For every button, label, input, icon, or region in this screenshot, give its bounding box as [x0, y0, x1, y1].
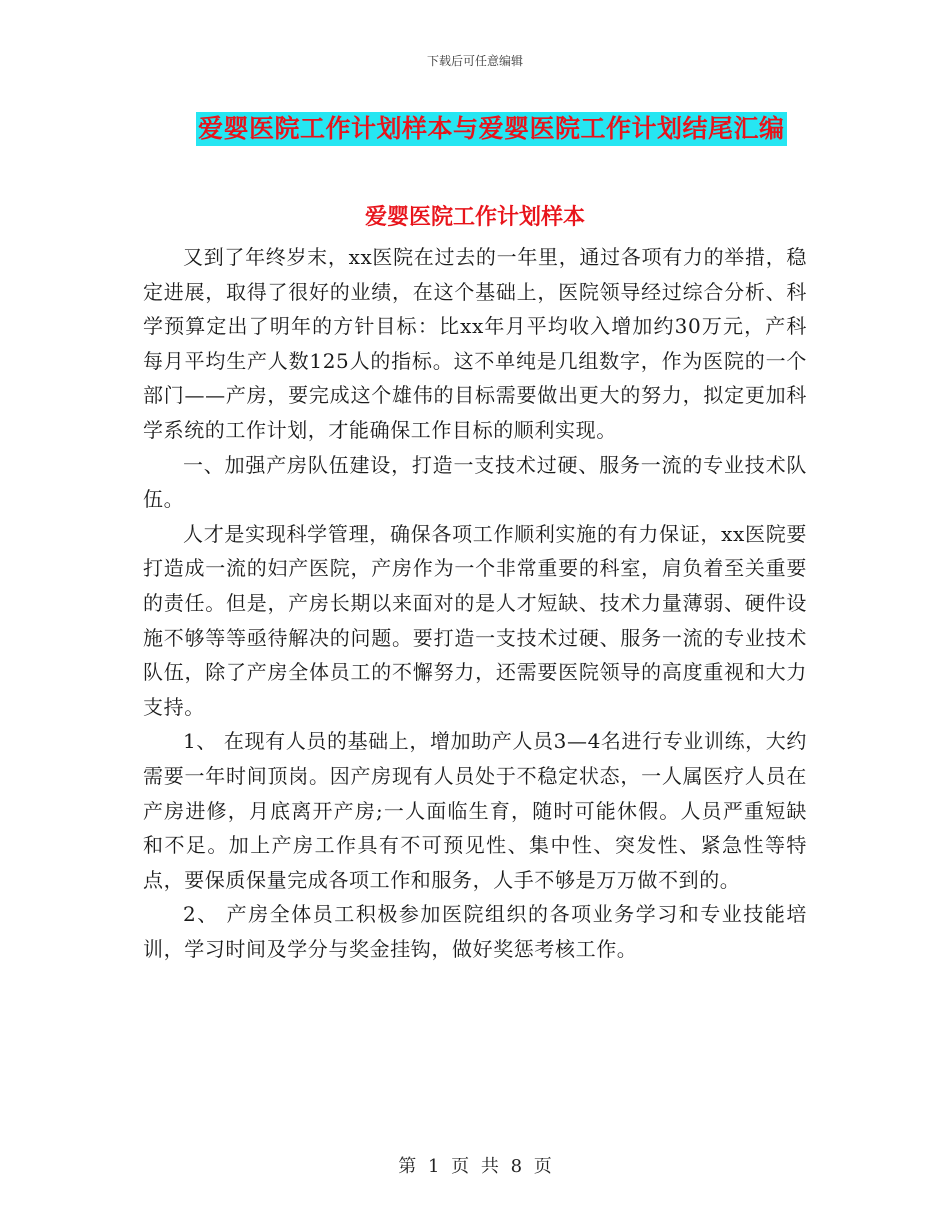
document-body: [143, 240, 807, 966]
paragraph-item-1: 1、 在现有人员的基础上，增加助产人员3—4名进行专业训练，大约需要一年时间顶岗。因产房现有人员处于不稳定状态，一人属医疗人员在产房进修，月底离开产房;一人面临生育，随时可能休假。人员严重短缺和不足。加上产房工作具有不可预见性、集中性、突发性、紧急性等特点，要保质保量完成各项工作和服务，人手不够是万万做不到的。: [143, 729, 807, 892]
page-number-footer: 第 1 页 共 8 页: [398, 1156, 552, 1177]
page-header-note: 下载后可任意编辑: [426, 54, 523, 68]
paragraph-item-2: 2、 产房全体员工积极参加医院组织的各项业务学习和专业技能培训，学习时间及学分与奖金挂钩，做好奖惩考核工作。: [143, 902, 807, 961]
document-main-title: 爱婴医院工作计划样本与爱婴医院工作计划结尾汇编: [196, 112, 787, 146]
paragraph-section-heading: 一、加强产房队伍建设，打造一支技术过硬、服务一流的专业技术队伍。: [143, 452, 807, 512]
paragraph-talent: 人才是实现科学管理，确保各项工作顺利实施的有力保证，xx医院要打造成一流的妇产医院，产房作为一个非常重要的科室，肩负着至关重要的责任。但是，产房长期以来面对的是人才短缺、技术力量薄弱、硬件设施不够等等亟待解决的问题。要打造一支技术过硬、服务一流的专业技术队伍，除了产房全体员工的不懈努力，还需要医院领导的高度重视和大力支持。: [143, 521, 807, 719]
paragraph-intro: 又到了年终岁末，xx医院在过去的一年里，通过各项有力的举措，稳定进展，取得了很好的业绩，在这个基础上，医院领导经过综合分析、科学预算定出了明年的方针目标：比xx年月平均收入增加约30万元，产科每月平均生产人数125人的指标。这不单纯是几组数字，作为医院的一个部门——产房，要完成这个雄伟的目标需要做出更大的努力，拟定更加科学系统的工作计划，才能确保工作目标的顺利实现。: [143, 245, 807, 442]
document-section-title: 爱婴医院工作计划样本: [364, 204, 585, 230]
